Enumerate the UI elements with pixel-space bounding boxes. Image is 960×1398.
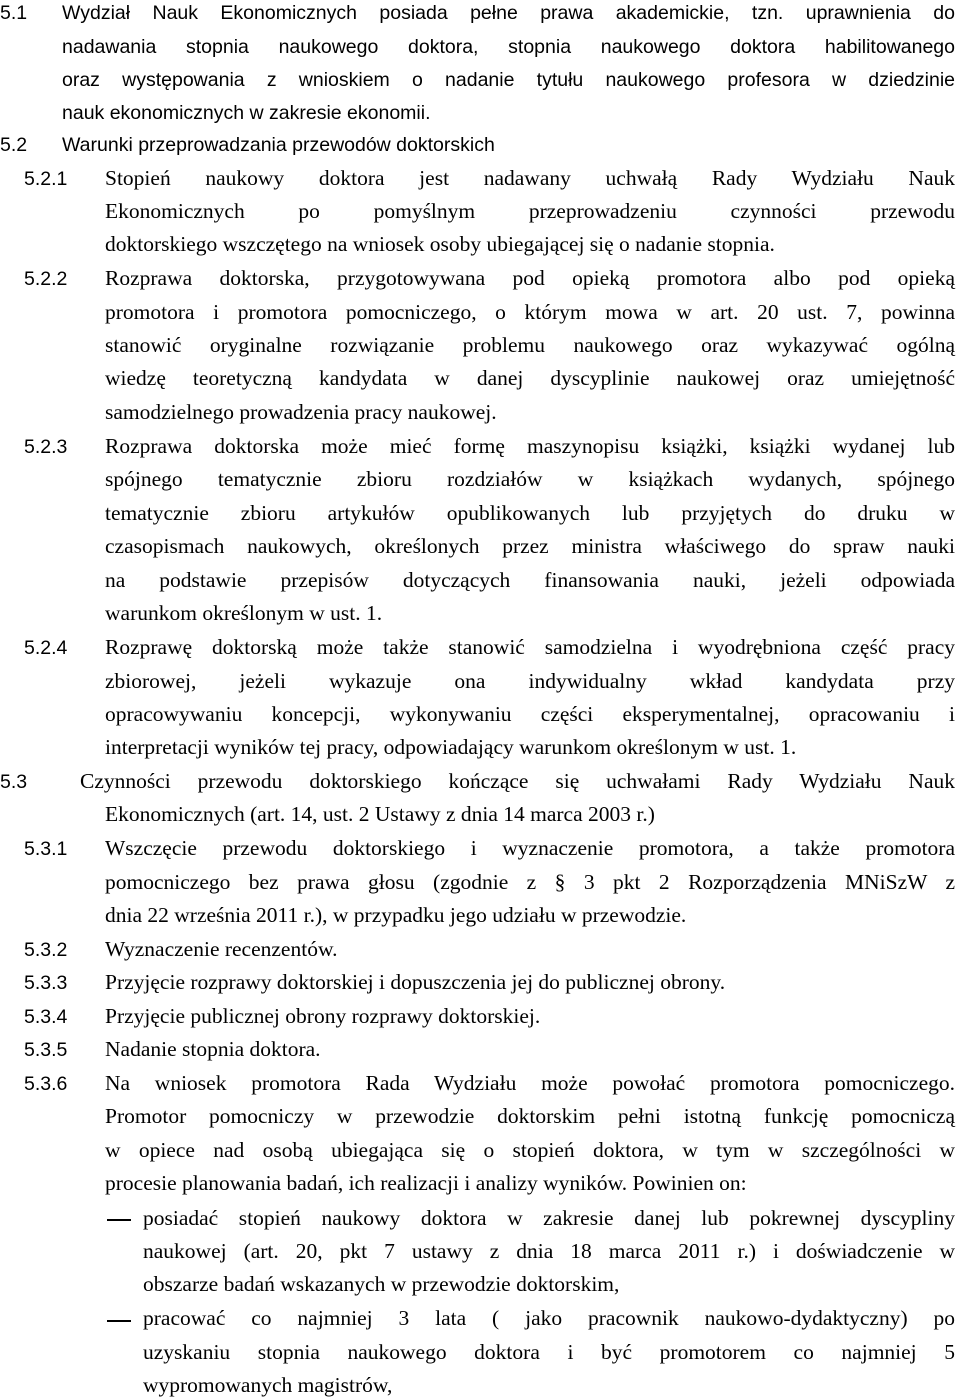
text-line: stanowić oryginalne rozwiązanie problemu naukowego oraz wykazywać ogólną [105,333,955,357]
item-number: 5.3.2 [24,939,68,961]
text-line: Wszczęcie przewodu doktorskiego i wyznaczenie promotora, a także promotora [105,836,955,860]
text-line: Czynności przewodu doktorskiego kończące się uchwałami Rady Wydziału Nauk [80,769,955,793]
text-line: doktorskiego wszczętego na wniosek osoby ubiegającej się o nadanie stopnia. [105,232,775,256]
text-line: obszarze badań wskazanych w przewodzie doktorskim, [143,1272,620,1296]
text-line: dnia 22 września 2011 r.), w przypadku jego udziału w przewodzie. [105,903,687,927]
text-line: na podstawie przepisów dotyczących finansowania nauki, jeżeli odpowiada [105,568,955,592]
section-number: 5.3 [0,771,28,793]
text-line: pracować co najmniej 3 lata ( jako pracownik naukowo-dydaktyczny) po [143,1306,955,1330]
text-line: posiadać stopień naukowy doktora w zakresie danej lub pokrewnej dyscypliny [143,1206,955,1230]
text-line: Ekonomicznych po pomyślnym przeprowadzeniu czynności przewodu [105,199,955,223]
text-line: Wydział Nauk Ekonomicznych posiada pełne prawa akademickie, tzn. uprawnienia do [62,2,955,24]
text-line: warunkom określonym w ust. 1. [105,601,383,625]
dash-bullet-icon [107,1320,131,1322]
item-number: 5.3.6 [24,1073,68,1095]
text-line: Przyjęcie publicznej obrony rozprawy doktorskiej. [105,1004,541,1028]
text-line: opracowywaniu koncepcji, wykonywaniu części eksperymentalnej, opracowaniu i [105,702,955,726]
dash-bullet-icon [107,1219,131,1221]
text-line: Promotor pomocniczy w przewodzie doktorskim pełni istotną funkcję pomocniczą [105,1104,955,1128]
item-number: 5.2.3 [24,436,68,458]
text-line: samodzielnego prowadzenia pracy naukowej. [105,400,497,424]
item-number: 5.3.3 [24,972,68,994]
text-line: Nadanie stopnia doktora. [105,1037,321,1061]
text-line: promotora i promotora pomocniczego, o którym mowa w art. 20 ust. 7, powinna [105,300,955,324]
text-line: Rozprawa doktorska, przygotowywana pod opieką promotora albo pod opieką [105,266,955,290]
text-line: spójnego tematycznie zbioru rozdziałów w książkach wydanych, spójnego [105,467,955,491]
item-number: 5.2.2 [24,268,68,290]
text-line: nadawania stopnia naukowego doktora, stopnia naukowego doktora habilitowanego [62,36,955,58]
text-line: Na wniosek promotora Rada Wydziału może powołać promotora pomocniczego. [105,1071,955,1095]
section-number: 5.1 [0,2,28,24]
text-line: nauk ekonomicznych w zakresie ekonomii. [62,102,431,124]
item-number: 5.3.4 [24,1006,68,1028]
text-line: Stopień naukowy doktora jest nadawany uchwałą Rady Wydziału Nauk [105,166,955,190]
text-line: zbiorowej, jeżeli wykazuje ona indywidualny wkład kandydata przy [105,669,955,693]
item-number: 5.2.1 [24,168,68,190]
text-line: Przyjęcie rozprawy doktorskiej i dopuszczenia jej do publicznej obrony. [105,970,726,994]
text-line: oraz występowania z wnioskiem o nadanie tytułu naukowego profesora w dziedzinie [62,69,955,91]
text-line: Rozprawa doktorska może mieć formę maszynopisu książki, książki wydanej lub [105,434,955,458]
text-line: wiedzę teoretyczną kandydata w danej dyscyplinie naukowej oraz umiejętność [105,366,955,390]
text-line: Ekonomicznych (art. 14, ust. 2 Ustawy z dnia 14 marca 2003 r.) [105,802,655,826]
section-number: 5.2 [0,134,28,156]
text-line: Rozprawę doktorską może także stanowić samodzielna i wyodrębniona część pracy [105,635,955,659]
text-line: uzyskaniu stopnia naukowego doktora i być promotorem co najmniej 5 [143,1340,955,1364]
text-line: tematycznie zbioru artykułów opublikowanych lub przyjętych do druku w [105,501,955,525]
text-line: procesie planowania badań, ich realizacji i analizy wyników. Powinien on: [105,1171,747,1195]
text-line: naukowej (art. 20, pkt 7 ustawy z dnia 18 marca 2011 r.) i doświadczenie w [143,1239,955,1263]
text-line: w opiece nad osobą ubiegająca się o stopień doktora, w tym w szczególności w [105,1138,955,1162]
item-number: 5.3.5 [24,1039,68,1061]
text-line: interpretacji wyników tej pracy, odpowiadający warunkom określonym w ust. 1. [105,735,797,759]
item-number: 5.3.1 [24,838,68,860]
text-line: pomocniczego bez prawa głosu (zgodnie z § 3 pkt 2 Rozporządzenia MNiSzW z [105,870,955,894]
item-number: 5.2.4 [24,637,68,659]
text-line: wypromowanych magistrów, [143,1373,393,1397]
text-line: Wyznaczenie recenzentów. [105,937,338,961]
section-title: Warunki przeprowadzania przewodów doktorskich [62,134,495,156]
text-line: czasopismach naukowych, określonych przez ministra właściwego do spraw nauki [105,534,955,558]
